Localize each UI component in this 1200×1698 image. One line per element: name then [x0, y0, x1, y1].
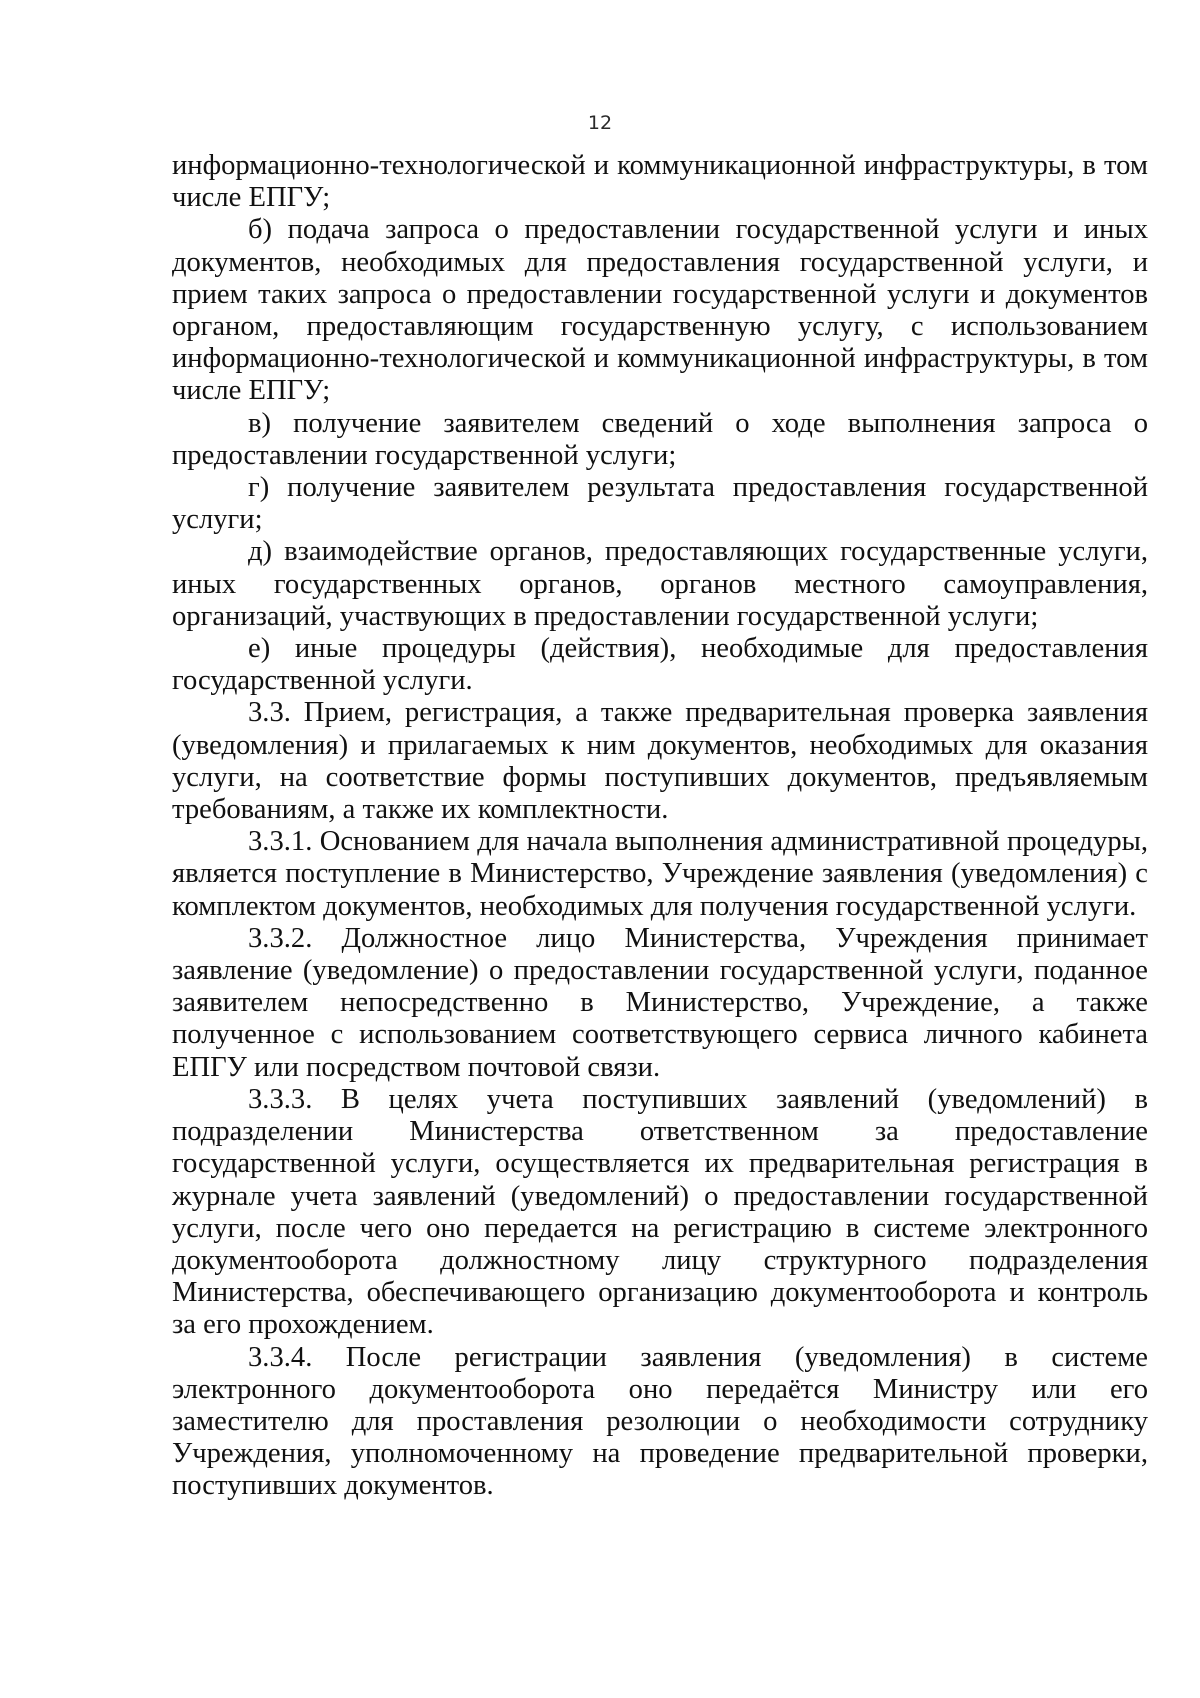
- paragraph-continuation: информационно-технологической и коммуникационной инфраструктуры, в том числе ЕПГУ;: [172, 150, 1148, 214]
- paragraph-section-3-3: 3.3. Прием, регистрация, а также предварительная проверка заявления (уведомления) и прилагаемых к ним документов, необходимых для оказания услуги, на соответствие формы поступивших документов, предъявляемым требованиям, а также их комплектности.: [172, 697, 1148, 826]
- paragraph-item-g: г) получение заявителем результата предоставления государственной услуги;: [172, 472, 1148, 536]
- paragraph-section-3-3-4: 3.3.4. После регистрации заявления (уведомления) в системе электронного документооборота оно передаётся Министру или его заместителю для проставления резолюции о необходимости сотруднику Учреждения, уполномоченному на проведение предварительной проверки, поступивших документов.: [172, 1341, 1148, 1502]
- page-number: 12: [587, 112, 613, 134]
- paragraph-section-3-3-1: 3.3.1. Основанием для начала выполнения административной процедуры, является поступление в Министерство, Учреждение заявления (уведомления) с комплектом документов, необходимых для получения государственной услуги.: [172, 826, 1148, 922]
- paragraph-item-d: д) взаимодействие органов, предоставляющих государственные услуги, иных государственных органов, органов местного самоуправления, организаций, участвующих в предоставлении государственной услуги;: [172, 536, 1148, 632]
- paragraph-section-3-3-3: 3.3.3. В целях учета поступивших заявлений (уведомлений) в подразделении Министерства ответственном за предоставление государственной услуги, осуществляется их предварительная регистрация в журнале учета заявлений (уведомлений) о предоставлении государственной услуги, после чего оно передается на регистрацию в системе электронного документооборота должностному лицу структурного подразделения Министерства, обеспечивающего организацию документооборота и контроль за его прохождением.: [172, 1083, 1148, 1341]
- document-body: [172, 150, 1148, 1503]
- paragraph-item-v: в) получение заявителем сведений о ходе выполнения запроса о предоставлении государственной услуги;: [172, 407, 1148, 471]
- paragraph-section-3-3-2: 3.3.2. Должностное лицо Министерства, Учреждения принимает заявление (уведомление) о предоставлении государственной услуги, поданное заявителем непосредственно в Министерство, Учреждение, а также полученное с использованием соответствующего сервиса личного кабинета ЕПГУ или посредством почтовой связи.: [172, 922, 1148, 1083]
- paragraph-item-b: б) подача запроса о предоставлении государственной услуги и иных документов, необходимых для предоставления государственной услуги, и прием таких запроса о предоставлении государственной услуги и документов органом, предоставляющим государственную услугу, с использованием информационно-технологической и коммуникационной инфраструктуры, в том числе ЕПГУ;: [172, 214, 1148, 407]
- paragraph-item-e: е) иные процедуры (действия), необходимые для предоставления государственной услуги.: [172, 633, 1148, 697]
